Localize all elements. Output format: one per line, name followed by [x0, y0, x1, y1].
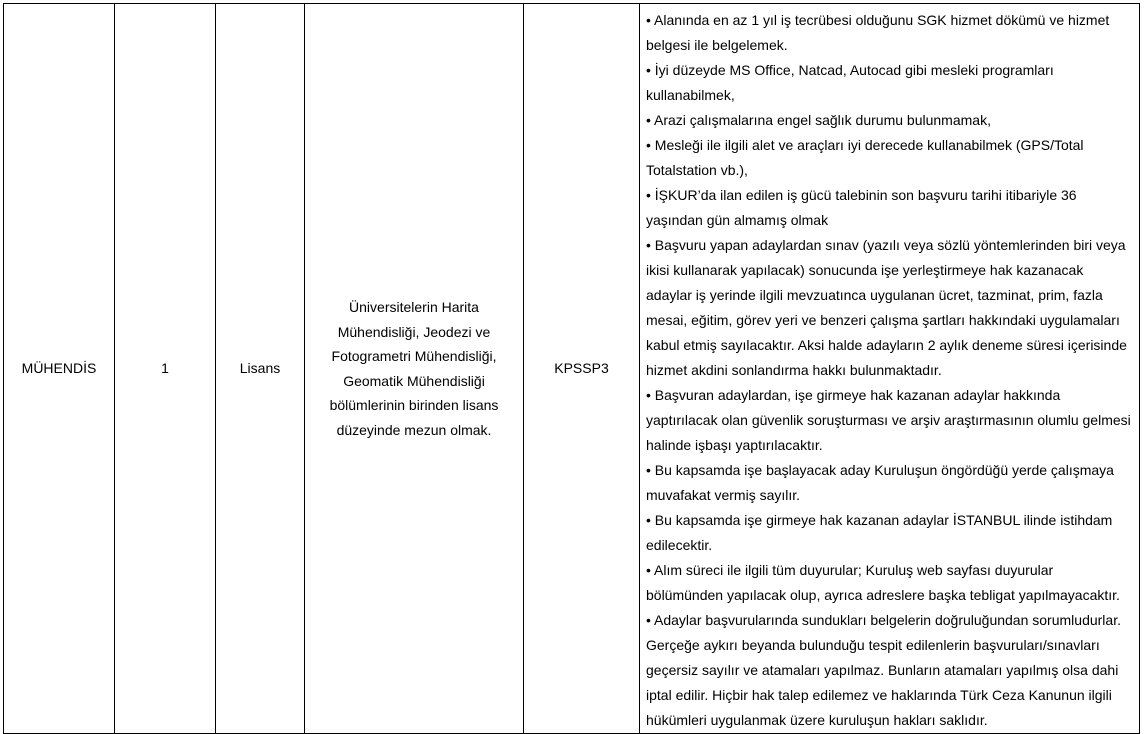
- position-count: 1: [161, 360, 169, 376]
- exam-cell: [524, 4, 640, 734]
- list-item: • Arazi çalışmalarına engel sağlık durumu bulunmamak,: [646, 112, 991, 128]
- list-item: • Alım süreci ile ilgili tüm duyurular; Kuruluş web sayfası duyurular bölümünden yapılacak olup, ayrıca adreslere başka tebligat yapılmayacaktır.: [646, 562, 1120, 603]
- requirements-cell: [640, 4, 1140, 734]
- exam-type: KPSSP3: [554, 360, 609, 376]
- list-item: • Mesleği ile ilgili alet ve araçları iyi derecede kullanabilmek (GPS/Total Totalstation vb.),: [646, 137, 1084, 178]
- list-item: • Bu kapsamda işe girmeye hak kazanan adaylar İSTANBUL ilinde istihdam edilecektir.: [646, 512, 1113, 553]
- list-item: • Başvuran adaylardan, işe girmeye hak kazanan adaylar hakkında yaptırılacak olan güvenlik soruşturması ve arşiv araştırmasının olumlu gelmesi halinde işbaşı yaptırılacaktır.: [646, 387, 1131, 453]
- list-item: • Bu kapsamda işe başlayacak aday Kuruluşun öngördüğü yerde çalışmaya muvafakat vermiş sayılır.: [646, 462, 1114, 503]
- list-item: • İŞKUR’da ilan edilen iş gücü talebinin son başvuru tarihi itibariyle 36 yaşından gün almamış olmak: [646, 187, 1077, 228]
- list-item: • Alanında en az 1 yıl iş tecrübesi olduğunu SGK hizmet dökümü ve hizmet belgesi ile belgelemek.: [646, 12, 1110, 53]
- table-row: [4, 4, 1140, 734]
- position-title: MÜHENDİS: [21, 360, 97, 376]
- count-cell: [115, 4, 216, 734]
- list-item: • Başvuru yapan adaylardan sınav (yazılı veya sözlü yöntemlerinden biri veya ikisi kullanarak yapılacak) sonucunda işe yerleştirmeye hak kazanacak adaylar iş yerinde ilgili mevzuatınca uygulanan ücret, tazminat, prim, fazla mesai, eğitim, görev yeri ve benzeri çalışma şartları hakkındaki uygulamaları kabul etmiş sayılacaktır. Aksi halde adayların 2 aylık deneme süresi içerisinde hizmet akdini sonlandırma hakkı bulunmaktadır.: [646, 237, 1127, 378]
- job-posting-table: [3, 3, 1140, 734]
- condition-cell: [305, 4, 524, 734]
- position-cell: [4, 4, 115, 734]
- requirements-list: [646, 8, 1133, 733]
- list-item: • İyi düzeyde MS Office, Natcad, Autocad gibi mesleki programları kullanabilmek,: [646, 62, 1054, 103]
- list-item: • Adaylar başvurularında sundukları belgelerin doğruluğundan sorumludurlar. Gerçeğe aykırı beyanda bulunduğu tespit edilenlerin başvuruları/sınavları geçersiz sayılır ve atamaları yapılmaz. Bunların atamaları yapılmış olsa dahi iptal edilir. Hiçbir hak talep edilemez ve haklarında Türk Ceza Kanunun ilgili hükümleri uygulanmak üzere kuruluşun hakları saklıdır.: [646, 612, 1121, 728]
- education-cell: [216, 4, 305, 734]
- graduation-condition: Üniversitelerin Harita Mühendisliği, Jeodezi ve Fotogrametri Mühendisliği, Geomatik Mühendisliği bölümlerinin birinden lisans düzeyinde mezun olmak.: [329, 299, 499, 438]
- education-level: Lisans: [239, 360, 281, 376]
